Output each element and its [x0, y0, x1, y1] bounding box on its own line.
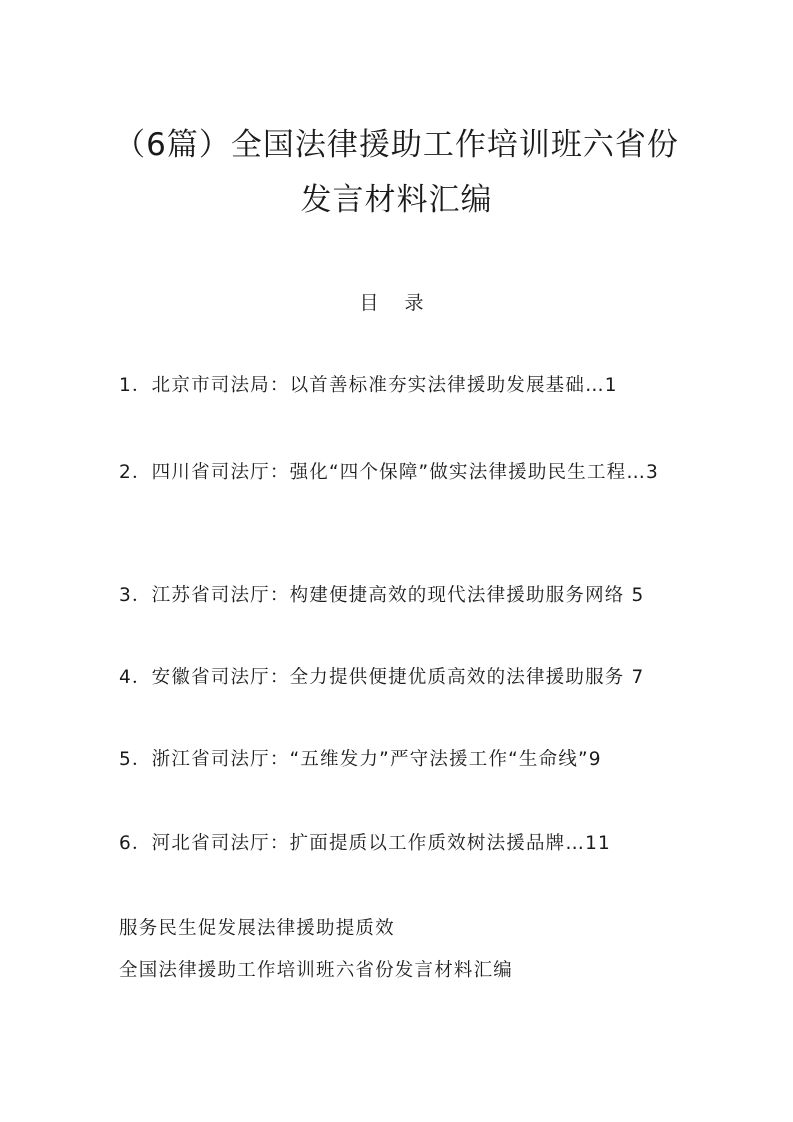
toc-item-6[interactable]: 6．河北省司法厅：扩面提质以工作质效树法援品牌…11 [119, 833, 612, 854]
toc-item-1[interactable]: 1．北京市司法局：以首善标准夯实法律援助发展基础…1 [119, 375, 618, 396]
body-line-1: 服务民生促发展法律援助提质效 [119, 918, 395, 939]
toc-item-3[interactable]: 3．江苏省司法厅：构建便捷高效的现代法律援助服务网络 5 [119, 585, 645, 606]
body-line-2: 全国法律援助工作培训班六省份发言材料汇编 [119, 960, 514, 981]
toc-item-4[interactable]: 4．安徽省司法厅：全力提供便捷优质高效的法律援助服务 7 [119, 667, 645, 688]
toc-item-5[interactable]: 5．浙江省司法厅：“五维发力”严守法援工作“生命线”9 [119, 749, 602, 770]
toc-item-2[interactable]: 2．四川省司法厅：强化“四个保障”做实法律援助民生工程…3 [119, 462, 660, 483]
toc-heading: 目 录 [359, 292, 434, 314]
document-title: （6篇）全国法律援助工作培训班六省份发言材料汇编 [114, 127, 679, 218]
